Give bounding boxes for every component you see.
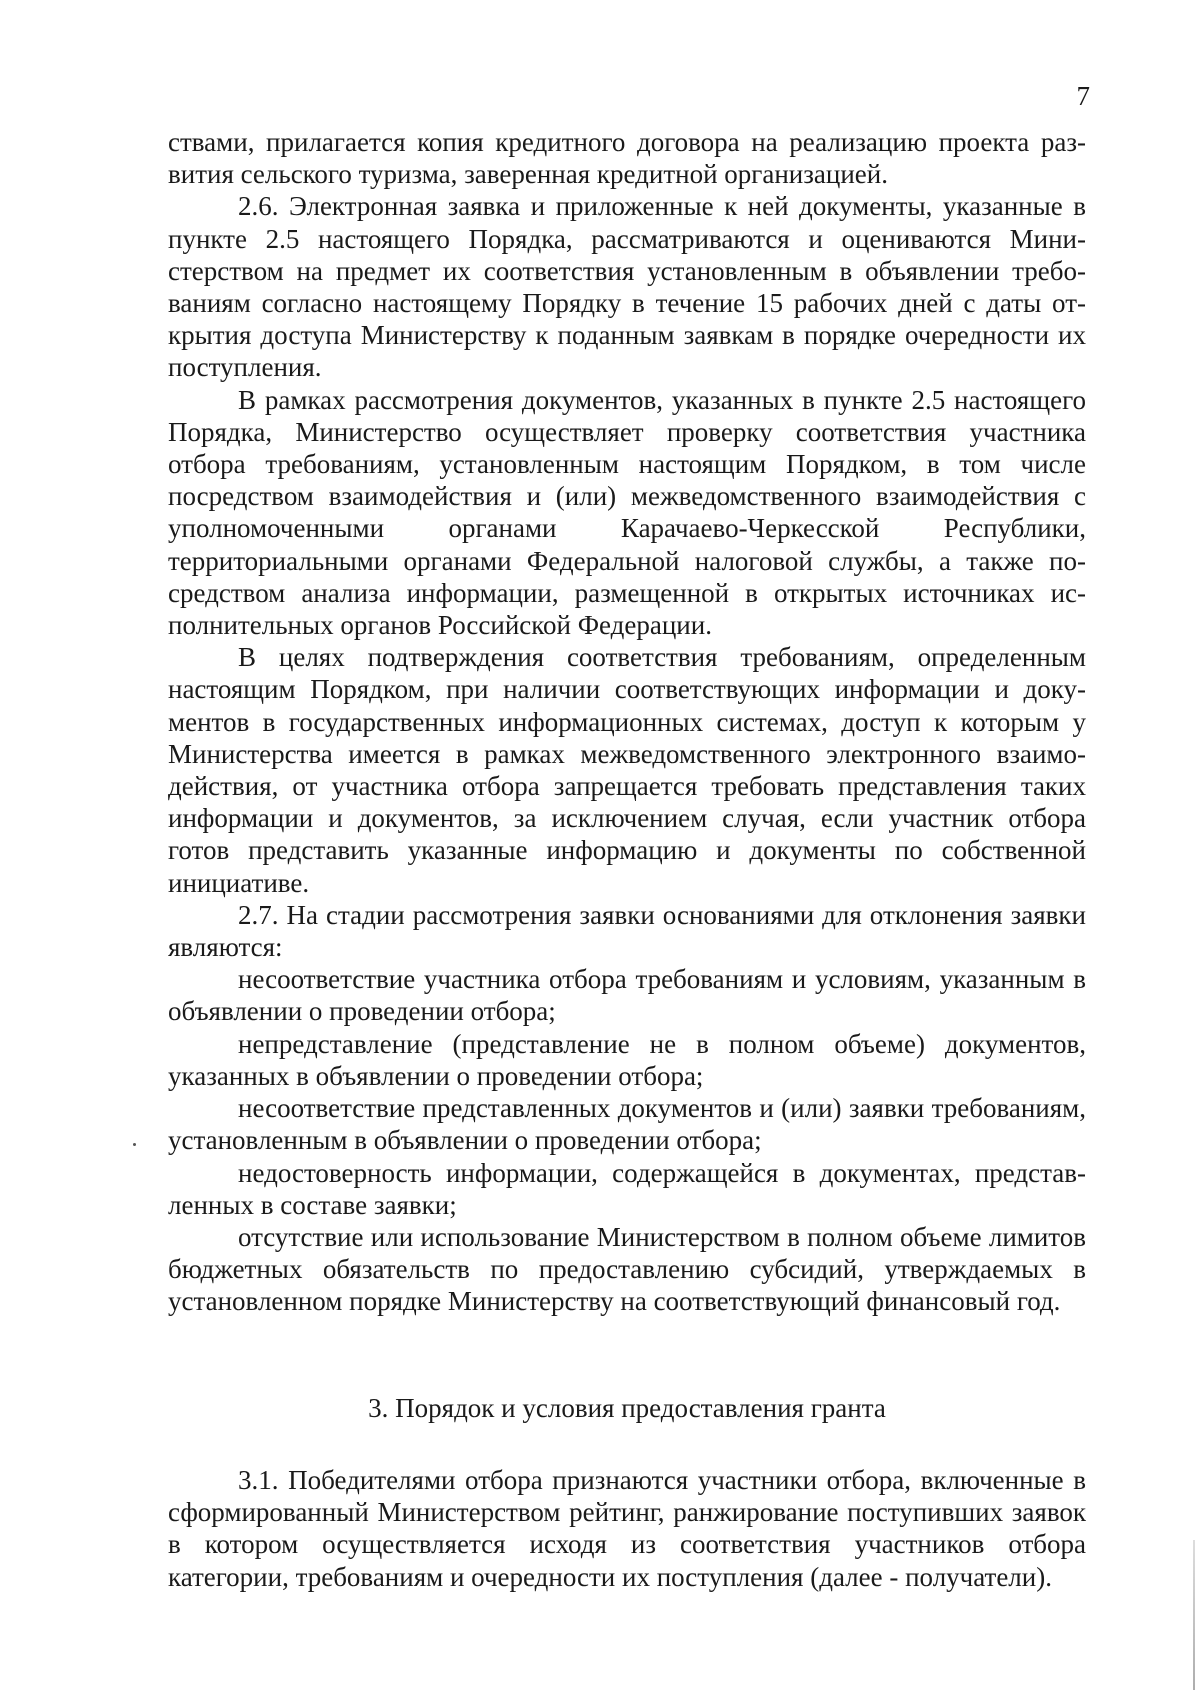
paragraph-continuation: ствами, прилагается копия кредитного договора на реализацию проекта развития сельского туризма, заверенная кредитной организацией. [168, 127, 1086, 190]
list-item-documents-mismatch: несоответствие представленных документов и (или) заявки требованиям, установленным в объявлении о проведении отбора; [168, 1093, 1086, 1156]
paragraph-2-6: 2.6. Электронная заявка и приложенные к ней документы, указанные в пункте 2.5 настоящего Порядка, рассматриваются и оцениваются Министерством на предмет их соответствия установленным в объявлении требованиям согласно настоящему Порядку в течение 15 рабочих дней с даты открытия доступа Министерству к поданным заявкам в порядке очередности их поступления. [168, 191, 1086, 383]
body-text [168, 126, 1086, 1318]
section-heading: 3. Порядок и условия предоставления гранта [368, 1393, 886, 1423]
list-item-noncompliance: несоответствие участника отбора требованиям и условиям, указанным в объявлении о проведении отбора; [168, 964, 1086, 1027]
paragraph-2-7: 2.7. На стадии рассмотрения заявки основаниями для отклонения заявки являются: [168, 899, 1086, 963]
paragraph-3-1: 3.1. Победителями отбора признаются участники отбора, включенные в сформированный Министерством рейтинг, ранжирование поступивших заявок в котором осуществляется исходя из соответствия участников отбора категории, требованиям и очередности их поступления (далее - получатели). [168, 1465, 1086, 1592]
list-item-nonsubmission: непредставление (представление не в полном объеме) документов, указанных в объявлении о проведении отбора; [168, 1028, 1086, 1091]
scan-edge-shadow [1193, 1540, 1195, 1690]
section-body-text [168, 1464, 1086, 1593]
page-number: 7 [1076, 81, 1090, 111]
paragraph-review-check: В рамках рассмотрения документов, указанных в пункте 2.5 настоящего Порядка, Министерство осуществляет проверку соответствия участника отбора требованиям, установленным настоящим Порядком, в том числе посредством взаимодействия и (или) межведомственного взаимодействия с уполномоченными органами Карачаево-Черкесской Республики, территориальными органами Федеральной налоговой службы, а также посредством анализа информации, размещенной в открытых источниках исполнительных органов Российской Федерации. [168, 384, 1086, 641]
list-item-budget-limits: отсутствие или использование Министерством в полном объеме лимитов бюджетных обязательств по предоставлению субсидий, утверждаемых в установленном порядке Министерству на соответствующий финансовый год. [168, 1221, 1086, 1317]
paragraph-confirmation: В целях подтверждения соответствия требованиям, определенным настоящим Порядком, при наличии соответствующих информации и документов в государственных информационных системах, доступ к которым у Министерства имеется в рамках межведомственного электронного взаимодействия, от участника отбора запрещается требовать представления таких информации и документов, за исключением случая, если участник отбора готов представить указанные информацию и документы по собственной инициативе. [168, 642, 1086, 898]
scan-speck [133, 1143, 136, 1146]
list-item-unreliable-info: недостоверность информации, содержащейся в документах, представленных в составе заявки; [168, 1157, 1086, 1220]
